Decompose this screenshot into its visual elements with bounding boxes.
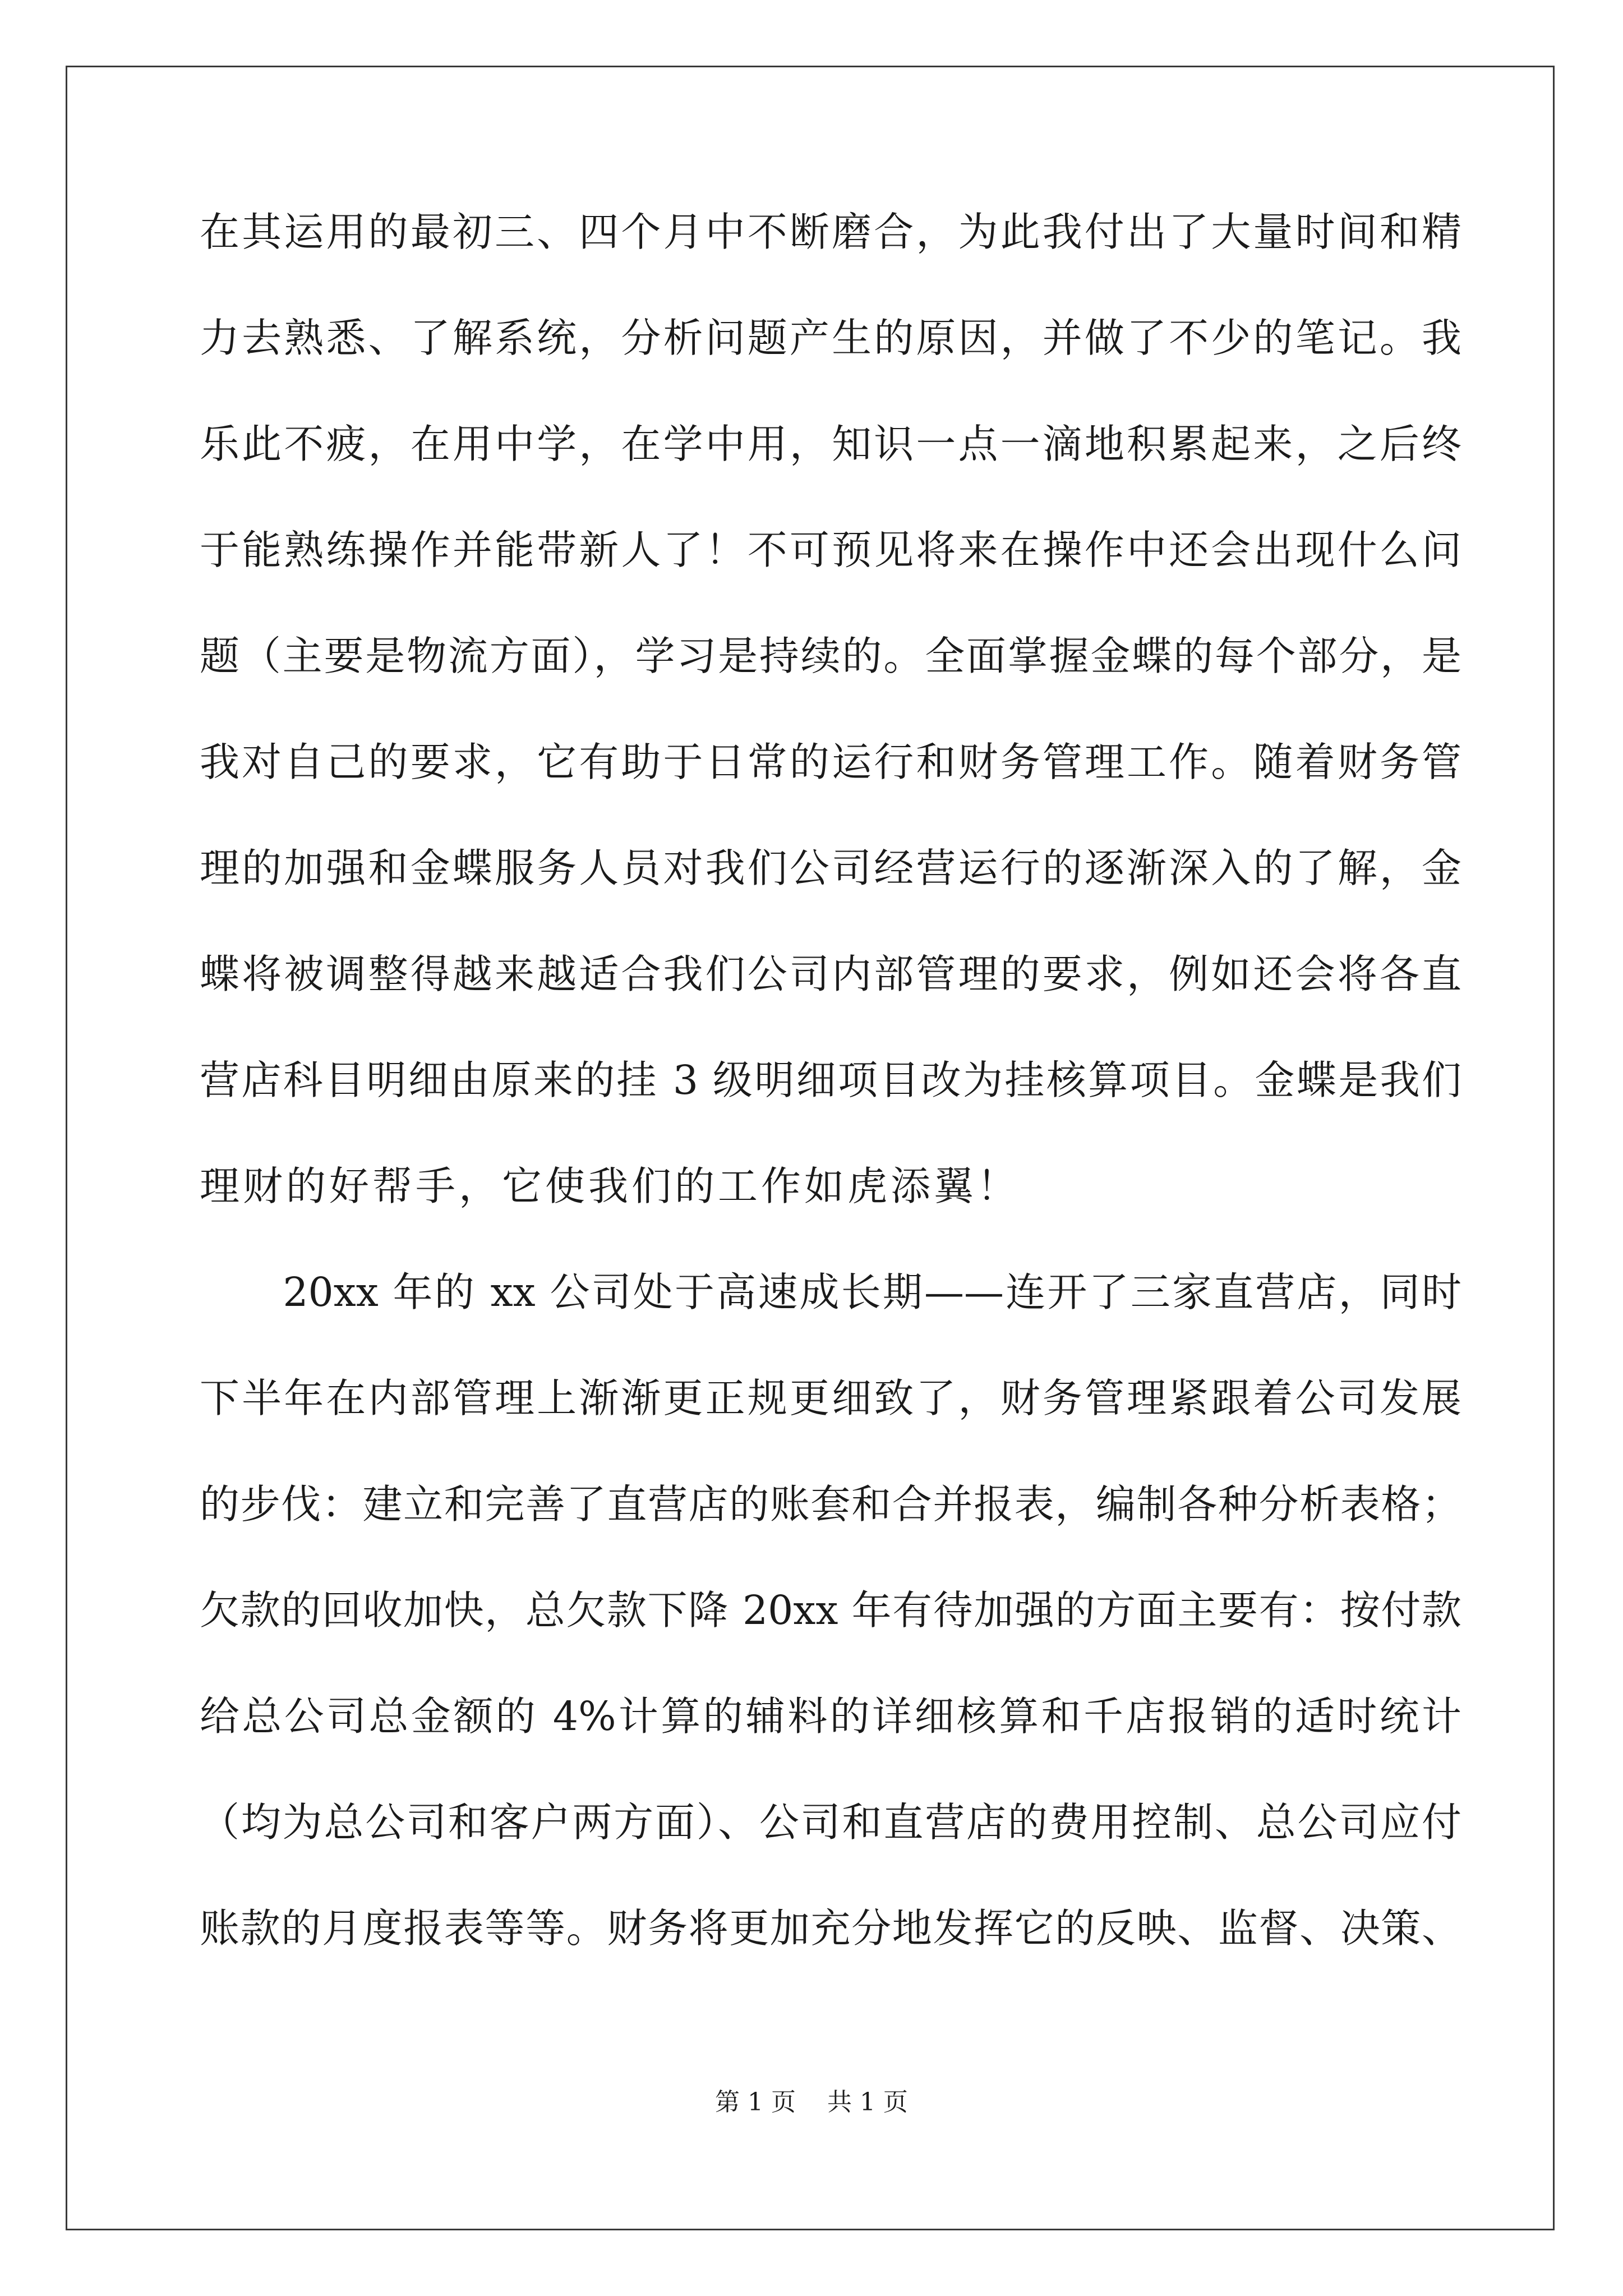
text-line: 于能熟练操作并能带新人了！不可预见将来在操作中还会出现什么问 [200,527,1461,573]
text-line: 账款的月度报表等等。财务将更加充分地发挥它的反映、监督、决策、 [200,1905,1461,1952]
text-line: 给总公司总金额的 4%计算的辅料的详细核算和千店报销的适时统计 [200,1693,1461,1740]
text-line: 力去熟悉、了解系统，分析问题产生的原因，并做了不少的笔记。我 [200,315,1461,361]
document-body [200,209,1461,2014]
text-line: 乐此不疲，在用中学，在学中用，知识一点一滴地积累起来，之后终 [200,421,1461,467]
text-line: 蝶将被调整得越来越适合我们公司内部管理的要求，例如还会将各直 [200,951,1461,997]
text-line: 题（主要是物流方面），学习是持续的。全面掌握金蝶的每个部分，是 [200,633,1461,679]
text-line: 理的加强和金蝶服务人员对我们公司经营运行的逐渐深入的了解，金 [200,845,1461,891]
page-footer [0,2090,1623,2115]
page-total: 共 1 页 [827,2088,908,2116]
text-line: （均为总公司和客户两方面）、公司和直营店的费用控制、总公司应付 [200,1799,1461,1846]
text-line: 理财的好帮手，它使我们的工作如虎添翼！ [200,1163,1021,1209]
text-line: 在其运用的最初三、四个月中不断磨合，为此我付出了大量时间和精 [200,209,1461,255]
text-line: 的步伐：建立和完善了直营店的账套和合并报表，编制各种分析表格； [200,1481,1461,1527]
text-line: 欠款的回收加快，总欠款下降 20xx 年有待加强的方面主要有：按付款 [200,1587,1461,1634]
text-line: 营店科目明细由原来的挂 3 级明细项目改为挂核算项目。金蝶是我们 [200,1057,1461,1103]
text-line: 我对自己的要求，它有助于日常的运行和财务管理工作。随着财务管 [200,739,1461,785]
text-line: 下半年在内部管理上渐渐更正规更细致了，财务管理紧跟着公司发展 [200,1375,1461,1421]
page-number: 第 1 页 [715,2088,796,2116]
text-line: 20xx 年的 xx 公司处于高速成长期——连开了三家直营店，同时 [200,1269,1461,1315]
